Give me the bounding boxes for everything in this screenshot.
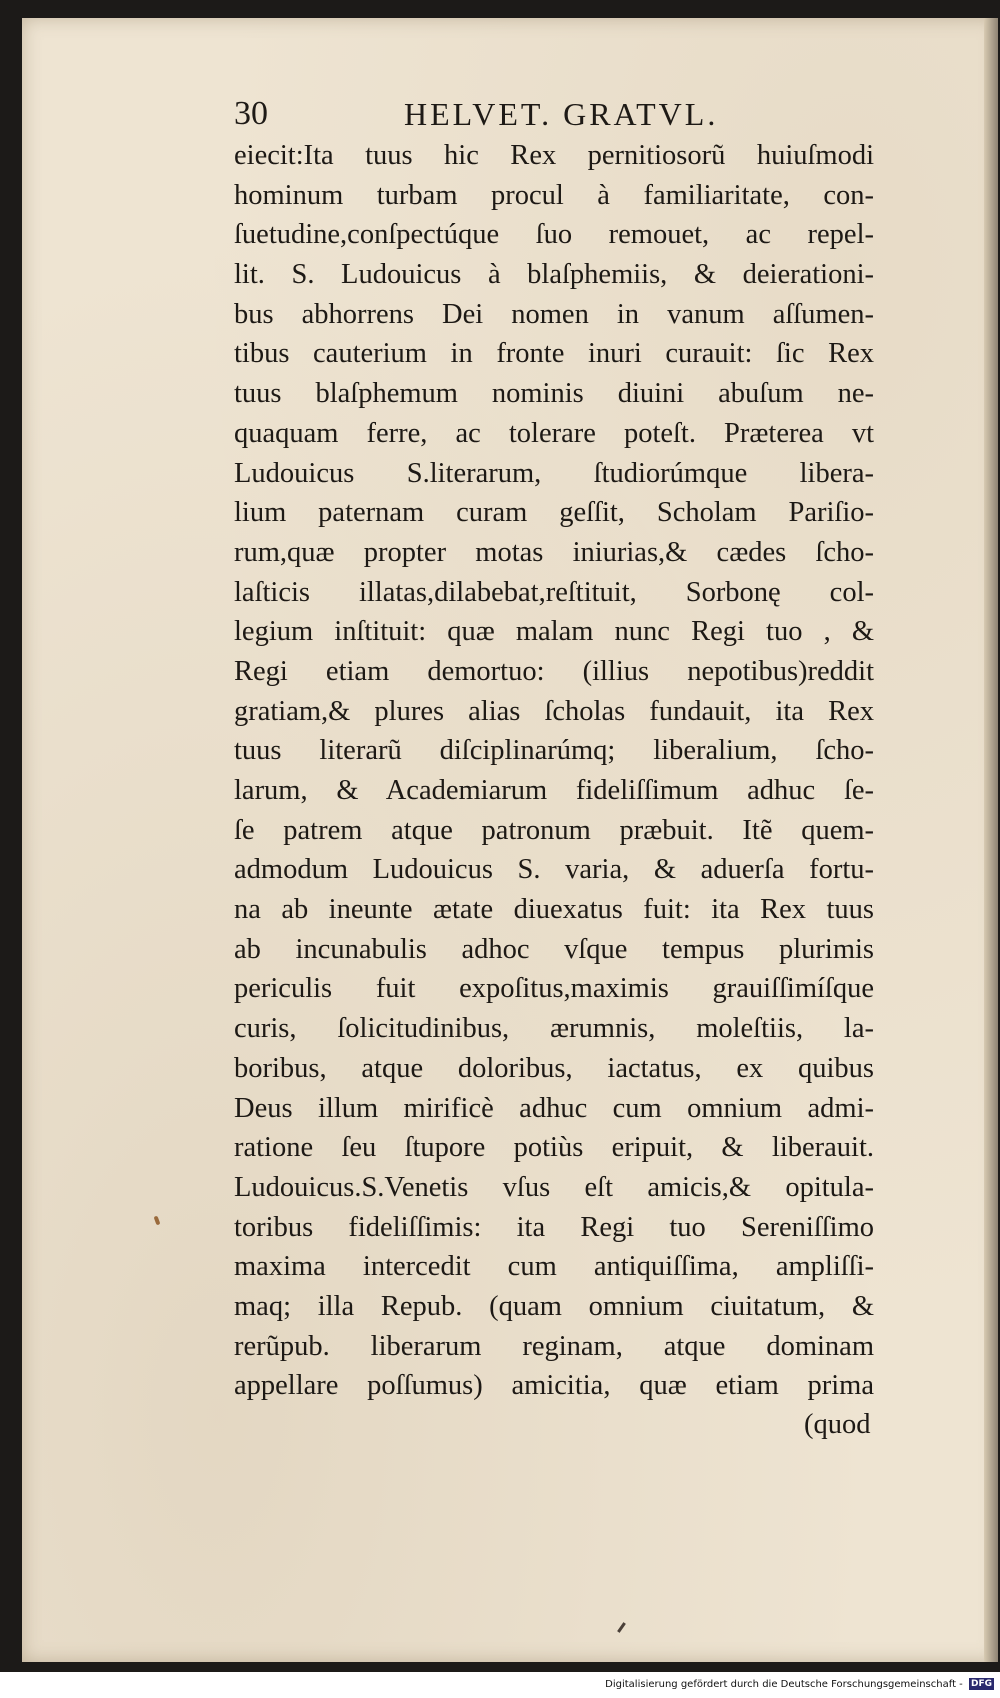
text-line: tuus blaſphemum nominis diuini abuſum ne-	[234, 378, 874, 410]
text-line: admodum Ludouicus S. varia, & aduerſa fortu-	[234, 854, 874, 886]
page-gutter-shadow	[984, 18, 998, 1662]
text-line: tuus literarũ diſciplinarúmq; liberalium, ſcho-	[234, 735, 874, 767]
text-line: lit. S. Ludouicus à blaſphemiis, & deierationi-	[234, 259, 874, 291]
text-line: maxima intercedit cum antiquiſſima, ampliſſi-	[234, 1251, 874, 1283]
text-line: Deus illum mirificè adhuc cum omnium admi-	[234, 1092, 874, 1124]
text-line: lium paternam curam geſſit, Scholam Pariſio-	[234, 497, 874, 529]
text-line: gratiam,& plures alias ſcholas fundauit, ita Rex	[234, 695, 874, 727]
text-line: rum,quæ propter motas iniurias,& cædes ſcho-	[234, 536, 874, 568]
body-text	[234, 136, 874, 1406]
text-line: ſuetudine,conſpectúque ſuo remouet, ac repel-	[234, 219, 874, 251]
dfg-logo: DFG	[970, 1679, 992, 1689]
text-line: quaquam ferre, ac tolerare poteſt. Præterea vt	[234, 417, 874, 449]
text-line: appellare poſſumus) amicitia, quæ etiam prima	[234, 1370, 874, 1402]
text-line: larum, & Academiarum fideliſſimum adhuc ſe-	[234, 775, 874, 806]
text-line: boribus, atque doloribus, iactatus, ex quibus	[234, 1052, 874, 1084]
running-title: HELVET. GRATVL.	[404, 96, 719, 132]
text-line: ab incunabulis adhoc vſque tempus plurimis	[234, 933, 874, 965]
text-line: ratione ſeu ſtupore potiùs eripuit, & liberauit.	[234, 1132, 874, 1164]
text-line: ſe patrem atque patronum præbuit. Itẽ quem-	[234, 814, 874, 846]
credit-text: Digitalisierung gefördert durch die Deutsche Forschungsgemeinschaft -	[605, 1679, 963, 1690]
text-line: curis, ſolicitudinibus, ærumnis, moleſtiis, la-	[234, 1013, 874, 1045]
page-header	[234, 94, 794, 134]
text-line: periculis fuit expoſitus,maximis grauiſſimíſque	[234, 973, 874, 1005]
text-line: Ludouicus S.literarum, ſtudiorúmque libera-	[234, 457, 874, 489]
page-number: 30	[234, 95, 268, 132]
text-line: legium inſtituit: quæ malam nunc Regi tuo , &	[234, 616, 874, 648]
text-line: maq; illa Repub. (quam omnium ciuitatum, &	[234, 1290, 874, 1322]
text-line: Regi etiam demortuo: (illius nepotibus)reddit	[234, 655, 874, 687]
text-line: toribus fideliſſimis: ita Regi tuo Sereniſſimo	[234, 1211, 874, 1243]
text-line: laſticis illatas,dilabebat,reſtituit, Sorbonę col-	[234, 576, 874, 608]
catchword: (quod	[804, 1409, 871, 1440]
text-line: hominum turbam procul à familiaritate, con-	[234, 179, 874, 211]
text-line: Ludouicus.S.Venetis vſus eſt amicis,& opitula-	[234, 1171, 874, 1203]
text-line: rerũpub. liberarum reginam, atque dominam	[234, 1330, 874, 1362]
digitization-credit	[605, 1677, 994, 1693]
text-line: bus abhorrens Dei nomen in vanum aſſumen-	[234, 298, 874, 330]
text-line: tibus cauterium in fronte inuri curauit: ſic Rex	[234, 338, 874, 370]
text-line: na ab ineunte ætate diuexatus fuit: ita Rex tuus	[234, 894, 874, 926]
text-line: eiecit:Ita tuus hic Rex pernitiosorũ huiuſmodi	[234, 140, 874, 171]
